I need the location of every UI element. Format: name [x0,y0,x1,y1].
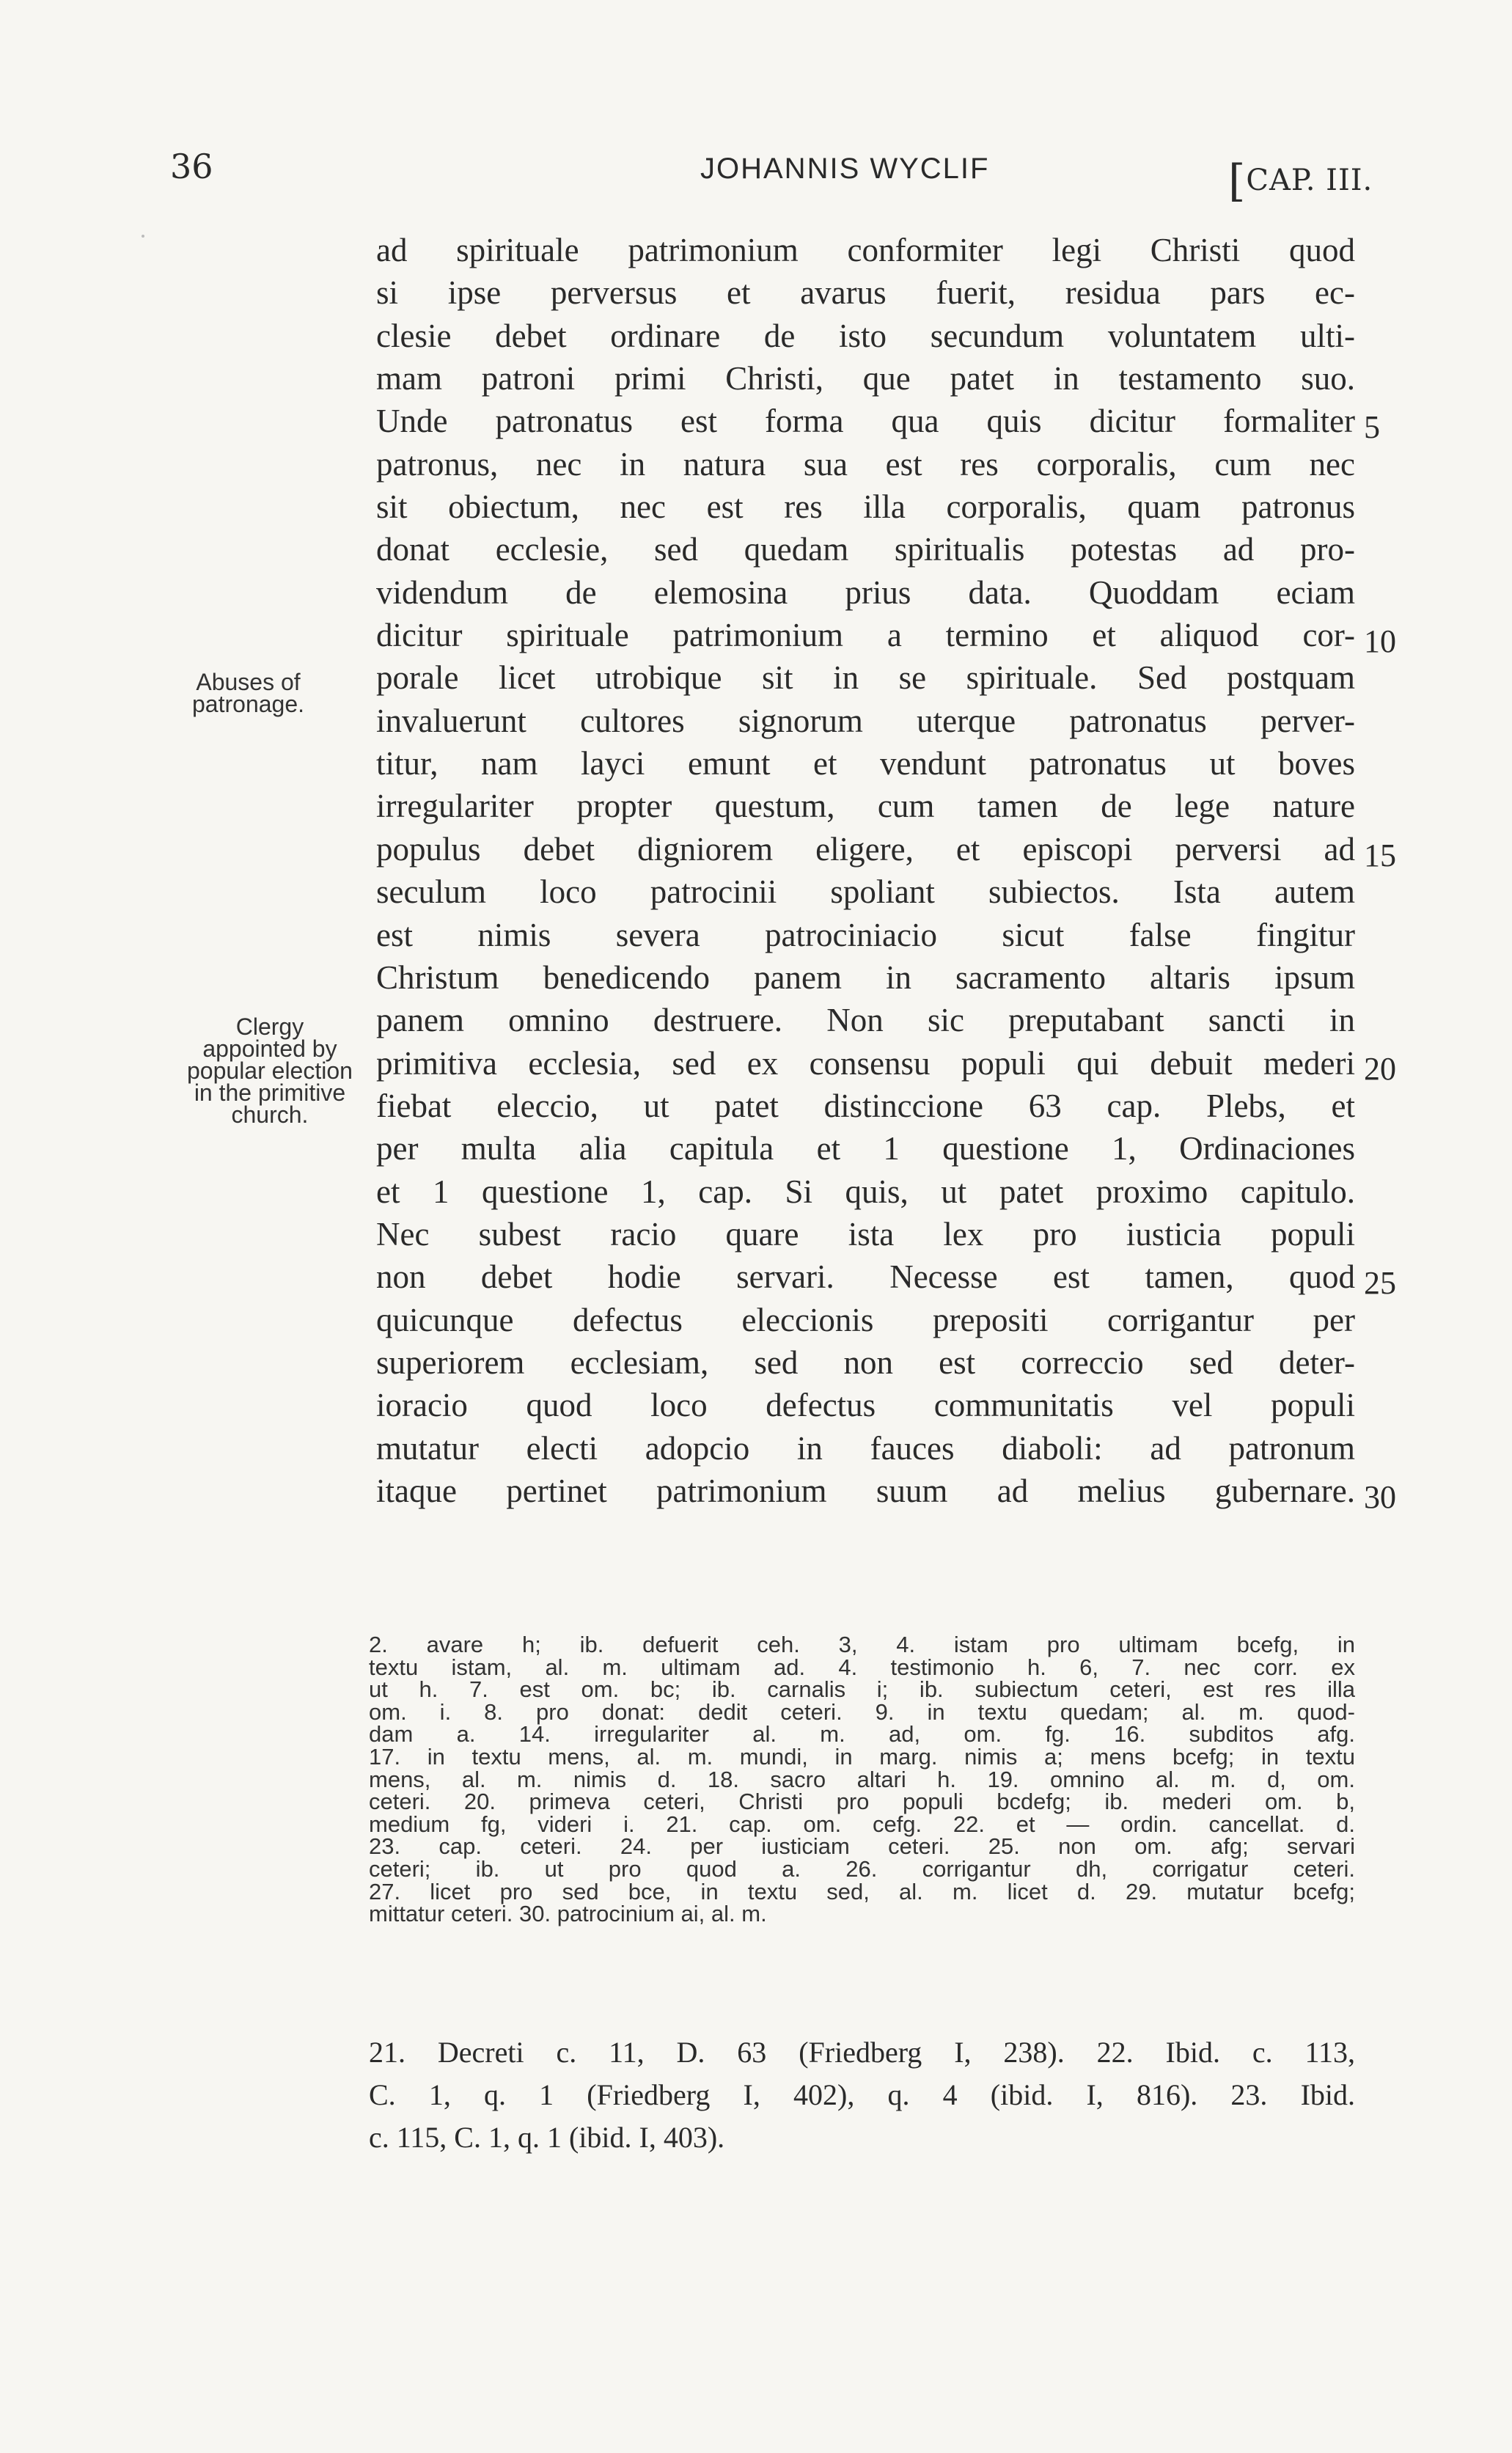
reference-line: C. 1, q. 1 (Friedberg I, 402), q. 4 (ibid. I, 816). 23. Ibid. [369,2078,1355,2111]
critical-apparatus [369,1634,1355,1926]
side-note-clergy [187,1013,353,1128]
bracket-glyph: [ [1228,155,1247,207]
apparatus-line: mens, al. m. nimis d. 18. sacro altari h. 19. omnino al. m. d, om. [369,1766,1355,1792]
line-number: 20 [1364,1051,1396,1087]
apparatus-line: mittatur ceteri. 30. patrocinium ai, al. m. [369,1901,767,1927]
line-number: 15 [1364,837,1396,873]
text-line: et 1 questione 1, cap. Si quis, ut patet proximo capitulo. [376,1173,1355,1210]
apparatus-line: ceteri. 20. primeva ceteri, Christi pro populi bcdefg; ib. mederi om. b, [369,1789,1355,1815]
text-line: videndum de elemosina prius data. Quoddam eciam [376,573,1355,611]
ink-speck [142,235,144,238]
reference-line: 21. Decreti c. 11, D. 63 (Friedberg I, 238). 22. Ibid. c. 113, [369,2036,1355,2069]
text-line: dicitur spirituale patrimonium a termino et aliquod cor- [376,617,1355,654]
text-line: populus debet digniorem eligere, et episcopi perversi ad [376,830,1355,868]
apparatus-line: textu istam, al. m. ultimam ad. 4. testimonio h. 6, 7. nec corr. ex [369,1654,1355,1680]
side-note-abuses [192,671,304,715]
side-note-line: popular election [187,1057,353,1084]
text-line: panem omnino destruere. Non sic preputabant sancti in [376,1002,1355,1039]
text-line: quicunque defectus eleccionis prepositi corrigantur per [376,1301,1355,1338]
apparatus-line: om. i. 8. pro donat: dedit ceteri. 9. in textu quedam; al. m. quod- [369,1698,1355,1725]
line-number: 5 [1364,409,1380,445]
text-line: sit obiectum, nec est res illa corporalis, quam patronus [376,488,1355,526]
text-line: titur, nam layci emunt et vendunt patronatus ut boves [376,745,1355,782]
source-references [369,2031,1355,2159]
text-line: donat ecclesie, sed quedam spiritualis potestas ad pro- [376,531,1355,568]
line-number: 30 [1364,1479,1396,1515]
text-line: per multa alia capitula et 1 questione 1, Ordinaciones [376,1130,1355,1167]
chapter-reference [1228,150,1373,207]
text-line: Christum benedicendo panem in sacramento altaris ipsum [376,958,1355,996]
text-line: patronus, nec in natura sua est res corporalis, cum nec [376,445,1355,483]
text-line: mutatur electi adopcio in fauces diaboli: ad patronum [376,1429,1355,1467]
apparatus-line: 17. in textu mens, al. m. mundi, in marg. nimis a; mens bcefg; in textu [369,1743,1355,1770]
text-line: clesie debet ordinare de isto secundum voluntatem ulti- [376,317,1355,354]
main-text-block [376,229,1355,1512]
running-head [0,147,1512,207]
text-line: ioracio quod loco defectus communitatis vel populi [376,1387,1355,1424]
text-line: si ipse perversus et avarus fuerit, residua pars ec- [376,274,1355,312]
text-line: superiorem ecclesiam, sed non est correccio sed deter- [376,1343,1355,1381]
text-line: est nimis severa patrociniacio sicut false fingitur [376,916,1355,953]
side-note-line: Clergy [235,1013,304,1040]
page-number: 36 [170,147,213,186]
text-line: primitiva ecclesia, sed ex consensu populi qui debuit mederi [376,1044,1355,1082]
text-line: Unde patronatus est forma qua quis dicitur formaliter [376,403,1355,440]
text-line: Nec subest racio quare ista lex pro iusticia populi [376,1215,1355,1253]
chapter-label: CAP. III. [1246,164,1373,197]
reference-line: c. 115, C. 1, q. 1 (ibid. I, 403). [369,2121,725,2154]
text-line: non debet hodie servari. Necesse est tamen, quod [376,1258,1355,1296]
line-number: 25 [1364,1265,1396,1301]
apparatus-line: ceteri; ib. ut pro quod a. 26. corrigantur dh, corrigatur ceteri. [369,1855,1355,1882]
text-line: fiebat eleccio, ut patet distinccione 63 cap. Plebs, et [376,1087,1355,1124]
text-line: seculum loco patrocinii spoliant subiectos. Ista autem [376,873,1355,911]
apparatus-line: 23. cap. ceteri. 24. per iusticiam ceteri. 25. non om. afg; servari [369,1833,1355,1860]
apparatus-line: medium fg, videri i. 21. cap. om. cefg. 22. et — ordin. cancellat. d. [369,1811,1355,1837]
text-line: itaque pertinet patrimonium suum ad melius gubernare. [376,1472,1355,1509]
side-note-line: appointed by [202,1035,337,1062]
side-note-line: patronage. [192,691,305,717]
running-title: JOHANNIS WYCLIF [700,153,990,185]
line-number: 10 [1364,623,1396,659]
text-line: irregulariter propter questum, cum tamen de lege nature [376,788,1355,825]
side-note-line: in the primitive [194,1079,346,1106]
apparatus-line: ut h. 7. est om. bc; ib. carnalis i; ib. subiectum ceteri, est res illa [369,1676,1355,1703]
apparatus-line: 27. licet pro sed bce, in textu sed, al. m. licet d. 29. mutatur bcefg; [369,1878,1355,1904]
side-note-line: Abuses of [196,669,301,695]
text-line: ad spirituale patrimonium conformiter legi Christi quod [376,232,1355,268]
text-line: porale licet utrobique sit in se spirituale. Sed postquam [376,659,1355,697]
side-note-line: church. [231,1101,309,1128]
apparatus-line: 2. avare h; ib. defuerit ceh. 3, 4. istam pro ultimam bcefg, in [369,1632,1355,1657]
apparatus-line: dam a. 14. irregulariter al. m. ad, om. fg. 16. subditos afg. [369,1721,1355,1748]
text-line: mam patroni primi Christi, que patet in testamento suo. [376,360,1355,397]
text-line: invaluerunt cultores signorum uterque patronatus perver- [376,702,1355,739]
